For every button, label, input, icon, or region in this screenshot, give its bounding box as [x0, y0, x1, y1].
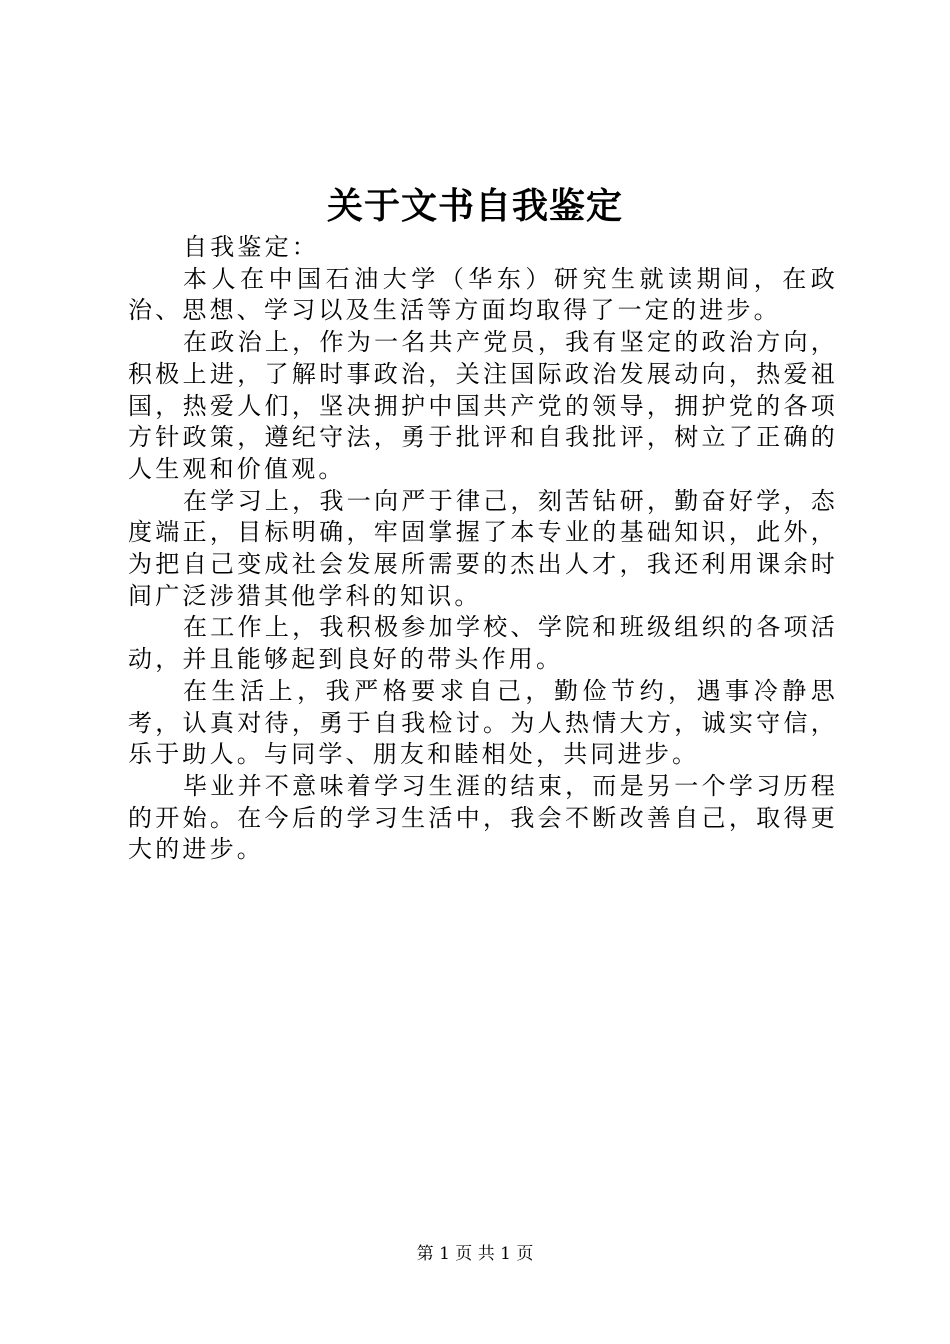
paragraph-life: 在生活上，我严格要求自己，勤俭节约，遇事冷静思考，认真对待，勇于自我检讨。为人热情大方，诚实守信，乐于助人。与同学、朋友和睦相处，共同进步。 — [128, 676, 838, 769]
paragraph-conclusion: 毕业并不意味着学习生涯的结束，而是另一个学习历程的开始。在今后的学习生活中，我会不断改善自己，取得更大的进步。 — [128, 771, 838, 864]
paragraph-heading: 自我鉴定： — [183, 233, 319, 261]
paragraph-intro: 本人在中国石油大学（华东）研究生就读期间，在政治、思想、学习以及生活等方面均取得了一定的进步。 — [128, 264, 838, 325]
document-body — [128, 232, 838, 866]
document-title: 关于文书自我鉴定 — [326, 185, 623, 227]
paragraph-politics: 在政治上，作为一名共产党员，我有坚定的政治方向，积极上进，了解时事政治，关注国际政治发展动向，热爱祖国，热爱人们，坚决拥护中国共产党的领导，拥护党的各项方针政策，遵纪守法，勇于批评和自我批评，树立了正确的人生观和价值观。 — [128, 328, 838, 483]
paragraph-work: 在工作上，我积极参加学校、学院和班级组织的各项活动，并且能够起到良好的带头作用。 — [128, 613, 838, 674]
paragraph-study: 在学习上，我一向严于律己，刻苦钻研，勤奋好学，态度端正，目标明确，牢固掌握了本专业的基础知识，此外，为把自己变成社会发展所需要的杰出人才，我还利用课余时间广泛涉猎其他学科的知识。 — [128, 486, 838, 610]
page-number-footer: 第 1 页 共 1 页 — [416, 1244, 534, 1264]
